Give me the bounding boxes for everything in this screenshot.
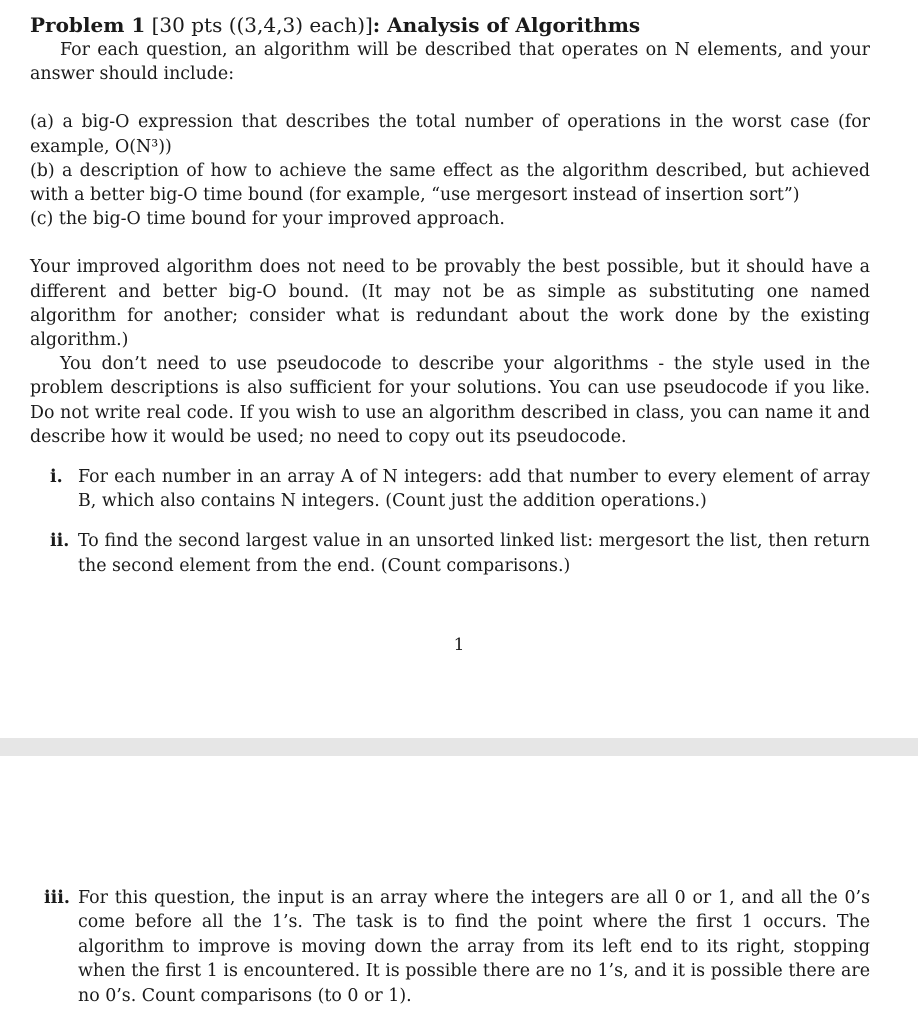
problem-points: [30 pts ((3,4,3) each)] [145, 13, 373, 37]
question-number: i. [50, 467, 63, 488]
problem-topic: : Analysis of Algorithms [372, 13, 641, 37]
part-a: (a) a big-O expression that describes the total number of operations in the worst case (for example, O(N³)) [30, 112, 870, 157]
page-1-content [30, 12, 870, 594]
question-item [30, 529, 870, 577]
question-list [30, 465, 870, 578]
question-number: ii. [50, 531, 70, 552]
page-separator [0, 738, 918, 756]
page-2-content [30, 886, 870, 1024]
question-text: For each number in an array A of N integers: add that number to every element of array B, which also contains N integers. (Count just the addition operations.) [78, 467, 870, 512]
part-c: (c) the big-O time bound for your improved approach. [30, 209, 505, 230]
question-number: iii. [44, 888, 70, 908]
intro-paragraph: For each question, an algorithm will be described that operates on N elements, and your answer should include: [30, 40, 870, 85]
part-b: (b) a description of how to achieve the same effect as the algorithm described, but achieved with a better big-O time bound (for example, “use mergesort instead of insertion sort”) [30, 160, 870, 206]
question-item [30, 886, 870, 1008]
question-item [30, 465, 870, 513]
page-number: 1 [453, 635, 465, 655]
pseudocode-paragraph: You don’t need to use pseudocode to describe your algorithms - the style used in the problem descriptions is also sufficient for your solutions. You can use pseudocode if you like. Do not write real code. If you wish to use an algorithm described in class, you can name it and describe how it would be used; no need to copy out its pseudocode. [30, 354, 870, 447]
problem-label: Problem 1 [30, 13, 146, 37]
question-text: For this question, the input is an array where the integers are all 0 or 1, and all the 0’s come before all the 1’s. The task is to find the point where the first 1 occurs. The algorithm to improve is moving down the array from its left end to its right, stopping when the first 1 is encountered. It is possible there are no 1’s, and it is possible there are no 0’s. Count comparisons (to 0 or 1). [78, 888, 870, 1006]
problem-title [30, 12, 870, 38]
question-text: To find the second largest value in an unsorted linked list: mergesort the list, then return the second element from the end. (Count comparisons.) [78, 531, 870, 576]
improvement-paragraph: Your improved algorithm does not need to be provably the best possible, but it should have a different and better big-O bound. (It may not be as simple as substituting one named algorithm for another; consider what is redundant about the work done by the existing algorithm.) [30, 257, 870, 351]
